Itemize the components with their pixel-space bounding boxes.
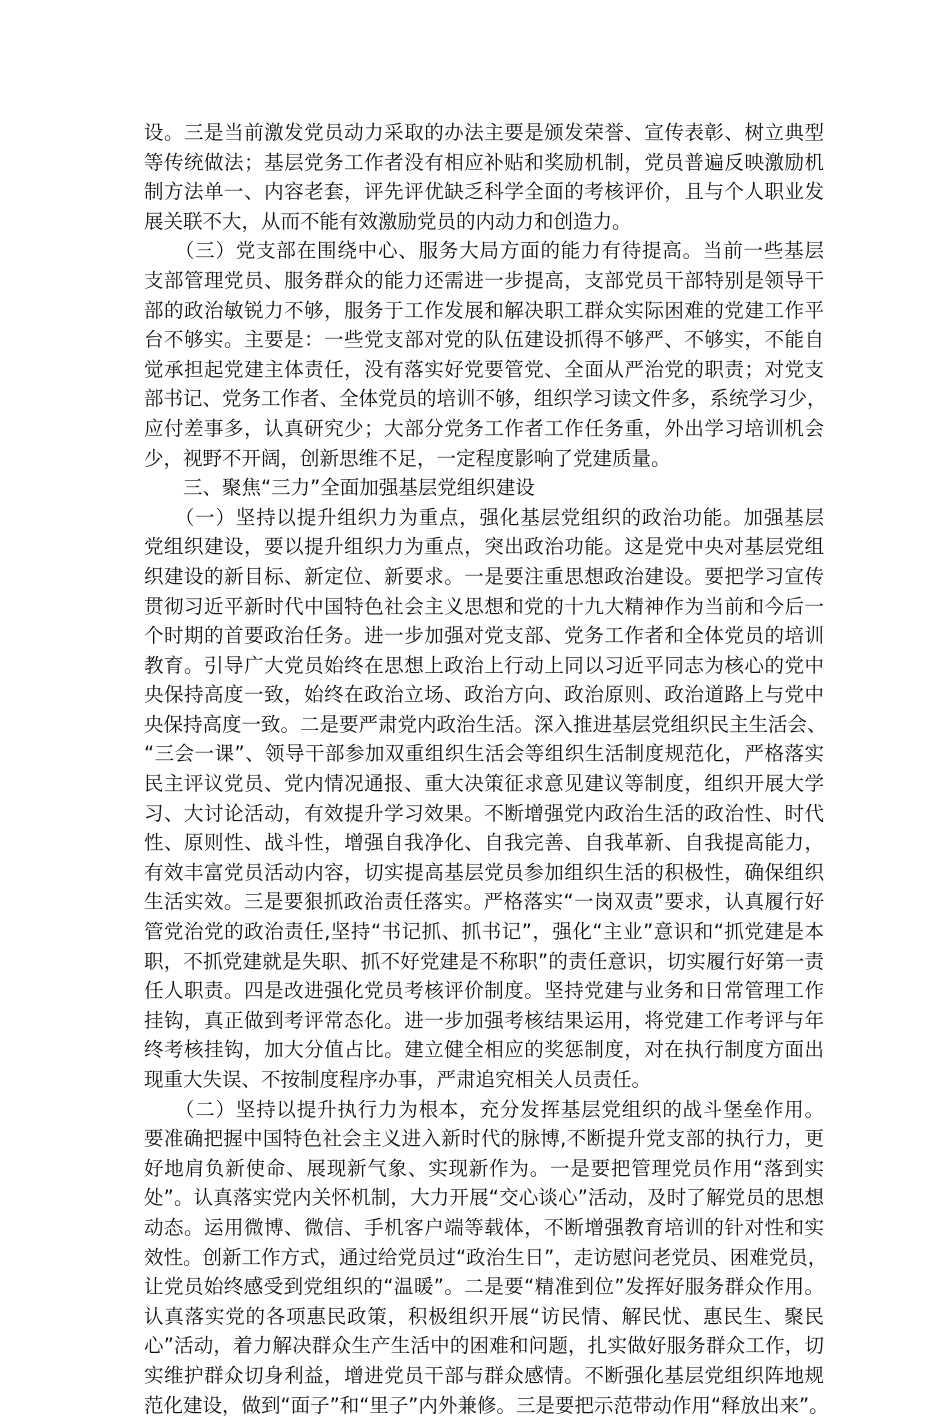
text-line: 央保持高度一致。二是要严肃党内政治生活。深入推进基层党组织民主生活会、: [144, 712, 827, 736]
text-line: 终考核挂钩，加大分值占比。建立健全相应的奖惩制度，对在执行制度方面出: [144, 1038, 824, 1062]
text-line: 好地肩负新使命、展现新气象、实现新作为。一是要把管理党员作用“落到实: [144, 1156, 824, 1180]
text-line: 部书记、党务工作者、全体党员的培训不够，组织学习读文件多，系统学习少，: [144, 387, 827, 411]
text-line: 职，不抓党建就是失职、抓不好党建是不称职”的责任意识，切实履行好第一责: [144, 949, 824, 973]
text-line: 效性。创新工作方式，通过给党员过“政治生日”，走访慰问老党员、困难党员，: [144, 1245, 828, 1269]
text-line: 动态。运用微博、微信、手机客户端等载体，不断增强教育培训的针对性和实: [144, 1215, 824, 1239]
text-line: 央保持高度一致，始终在政治立场、政治方向、政治原则、政治道路上与党中: [144, 683, 824, 707]
text-line: 有效丰富党员活动内容，切实提高基层党员参加组织生活的积极性，确保组织: [144, 860, 824, 884]
document-page: [144, 118, 829, 1420]
text-line: 党组织建设，要以提升组织力为重点，突出政治功能。这是党中央对基层党组: [144, 535, 824, 559]
text-line: 性、原则性、战斗性，增强自我净化、自我完善、自我革新、自我提高能力，: [144, 831, 824, 855]
text-line: 织建设的新目标、新定位、新要求。一是要注重思想政治建设。要把学习宣传: [144, 564, 824, 588]
text-line: 要准确把握中国特色社会主义进入新时代的脉博,不断提升党支部的执行力，更: [144, 1127, 824, 1151]
text-line: 习、大讨论活动，有效提升学习效果。不断增强党内政治生活的政治性、时代: [144, 801, 824, 825]
text-line: 管党治党的政治责任,坚持“书记抓、抓书记”，强化“主业”意识和“抓党建是本: [144, 920, 824, 944]
text-line: （二）坚持以提升执行力为根本，充分发挥基层党组织的战斗堡垒作用。: [144, 1097, 824, 1121]
text-line: 让党员始终感受到党组织的“温暖”。二是要“精准到位”发挥好服务群众作用。: [144, 1275, 824, 1299]
text-line: 心”活动，着力解决群众生产生活中的困难和问题，扎实做好服务群众工作，切: [144, 1334, 824, 1358]
text-line: （三）党支部在围绕中心、服务大局方面的能力有待提高。当前一些基层: [144, 239, 824, 263]
text-line: 贯彻习近平新时代中国特色社会主义思想和党的十九大精神作为当前和今后一: [144, 594, 824, 618]
text-line: 范化建设，做到“面子”和“里子”内外兼修。三是要把示范带动作用“释放出来”。: [144, 1393, 829, 1417]
text-line: 挂钩，真正做到考评常态化。进一步加强考核结果运用，将党建工作考评与年: [144, 1008, 824, 1032]
text-line: （一）坚持以提升组织力为重点，强化基层党组织的政治功能。加强基层: [144, 505, 824, 529]
text-line: 设。三是当前激发党员动力采取的办法主要是颁发荣誉、宣传表彰、树立典型: [144, 121, 824, 144]
text-line: 展关联不大，从而不能有效激励党员的内动力和创造力。: [144, 209, 632, 233]
text-line: 个时期的首要政治任务。进一步加强对党支部、党务工作者和全体党员的培训: [144, 624, 824, 648]
text-line: 任人职责。四是改进强化党员考核评价制度。坚持党建与业务和日常管理工作: [144, 979, 824, 1003]
text-line: 制方法单一、内容老套，评先评优缺乏科学全面的考核评价，且与个人职业发: [144, 180, 824, 204]
text-line: 部的政治敏锐力不够，服务于工作发展和解决职工群众实际困难的党建工作平: [144, 298, 824, 322]
text-line: 应付差事多，认真研究少；大部分党务工作者工作任务重，外出学习培训机会: [144, 416, 824, 440]
text-line: “三会一课”、领导干部参加双重组织生活会等组织生活制度规范化，严格落实: [144, 742, 824, 766]
text-line: 认真落实党的各项惠民政策，积极组织开展“访民情、解民忧、惠民生、聚民: [144, 1304, 824, 1328]
text-line: 处”。认真落实党内关怀机制，大力开展“交心谈心”活动，及时了解党员的思想: [144, 1186, 824, 1210]
text-line: 台不够实。主要是：一些党支部对党的队伍建设抓得不够严、不够实，不能自: [144, 328, 824, 352]
text-line: 生活实效。三是要狠抓政治责任落实。严格落实“一岗双责”要求，认真履行好: [144, 890, 824, 914]
text-line: 支部管理党员、服务群众的能力还需进一步提高，支部党员干部特别是领导干: [144, 268, 824, 292]
text-line: 少，视野不开阔，创新思维不足，一定程度影响了党建质量。: [144, 446, 671, 470]
text-line: 实维护群众切身利益，增进党员干部与群众感情。不断强化基层党组织阵地规: [144, 1363, 824, 1387]
text-line: 教育。引导广大党员始终在思想上政治上行动上同以习近平同志为核心的党中: [144, 653, 824, 677]
text-line: 等传统做法；基层党务工作者没有相应补贴和奖励机制，党员普遍反映激励机: [144, 150, 824, 174]
text-line: 民主评议党员、党内情况通报、重大决策征求意见建议等制度，组织开展大学: [144, 772, 824, 796]
text-line: 觉承担起党建主体责任，没有落实好党要管党、全面从严治党的职责；对党支: [144, 357, 824, 381]
section-heading-line: 三、聚焦“三力”全面加强基层党组织建设: [144, 476, 535, 500]
text-line: 现重大失误、不按制度程序办事，严肃追究相关人员责任。: [144, 1068, 652, 1091]
